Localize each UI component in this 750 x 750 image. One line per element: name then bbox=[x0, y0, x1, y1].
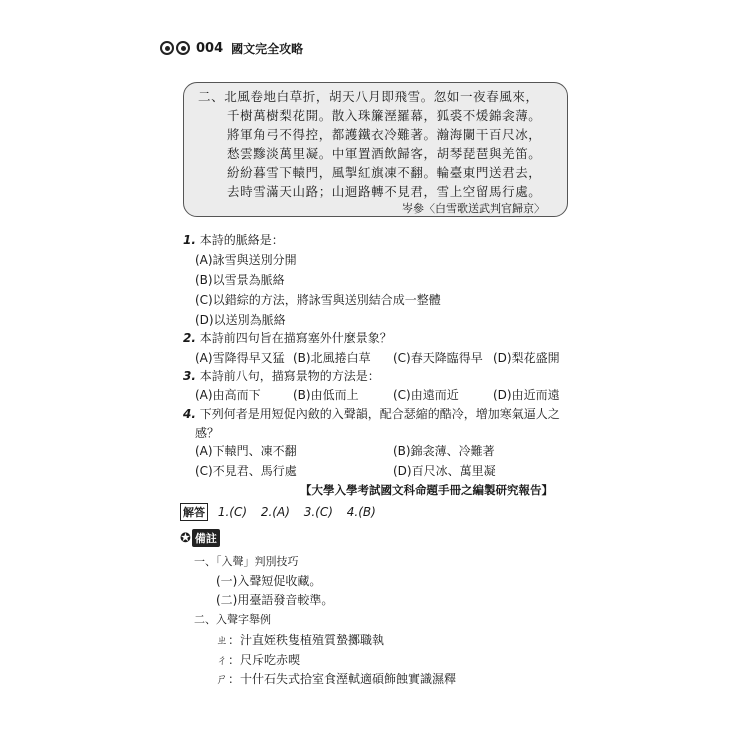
q1-option-a: (A)詠雪與送別分開 bbox=[195, 253, 297, 267]
poem-line: 紛紛暮雪下轅門，風掣紅旗凍不翻。輪臺東門送君去， bbox=[227, 165, 542, 180]
page-header bbox=[160, 36, 303, 60]
poem-line: 千樹萬樹梨花開。散入珠簾溼羅幕，狐裘不煖錦衾薄。 bbox=[227, 108, 542, 123]
q1-option-b: (B)以雪景為脈絡 bbox=[195, 273, 285, 287]
q4-option-a: (A)下轅門、凍不翻 bbox=[195, 444, 297, 458]
answer-row: 解答 1.(C) 2.(A) 3.(C) 4.(B) bbox=[180, 503, 376, 521]
poem-line: 將軍角弓不得控，都護鐵衣冷難著。瀚海闌干百尺冰， bbox=[227, 127, 542, 142]
question-2: 2. 本詩前四句旨在描寫塞外什麼景象？ bbox=[183, 331, 392, 345]
question-4-cont: 感？ bbox=[195, 426, 220, 440]
notes-item: ㄔ：尺斥吃赤喫 bbox=[216, 653, 301, 667]
notes-label: 備註 bbox=[192, 529, 220, 547]
q4-option-c: (C)不見君、馬行處 bbox=[195, 464, 297, 478]
notes-item: (一)入聲短促收藏。 bbox=[216, 574, 322, 588]
book-title: 國文完全攻略 bbox=[231, 41, 304, 56]
q2-option-b: (B)北風捲白草 bbox=[293, 351, 371, 365]
poem-line: 二、北風卷地白草折，胡天八月即飛雪。忽如一夜春風來， bbox=[198, 89, 539, 104]
question-3: 3. 本詩前八句，描寫景物的方法是： bbox=[183, 369, 380, 383]
q3-option-c: (C)由遠而近 bbox=[393, 388, 459, 402]
question-4: 4. 下列何者是用短促內斂的入聲韻，配合瑟縮的酷冷，增加寒氣逼人之 bbox=[183, 407, 560, 421]
q1-option-d: (D)以送別為脈絡 bbox=[195, 313, 286, 327]
star-icon: ✪ bbox=[180, 530, 191, 546]
q4-option-b: (B)錦衾薄、冷難著 bbox=[393, 444, 495, 458]
poem-line: 去時雪滿天山路；山迴路轉不見君，雪上空留馬行處。 bbox=[227, 184, 542, 199]
q3-option-a: (A)由高而下 bbox=[195, 388, 261, 402]
q4-option-d: (D)百尺冰、萬里凝 bbox=[393, 464, 496, 478]
notes-badge bbox=[180, 530, 220, 546]
eye-icon bbox=[160, 41, 174, 55]
poem-line: 愁雲黲淡萬里凝。中軍置酒飲歸客，胡琴琵琶與羌笛。 bbox=[227, 146, 542, 161]
question-1: 1. 本詩的脈絡是： bbox=[183, 233, 284, 247]
q2-option-d: (D)梨花盛開 bbox=[493, 351, 560, 365]
poem-source: 岑參〈白雪歌送武判官歸京〉 bbox=[402, 202, 545, 215]
q2-option-a: (A)雪降得早又猛 bbox=[195, 351, 285, 365]
citation: 【大學入學考試國文科命題手冊之編製研究報告】 bbox=[300, 483, 553, 497]
q3-option-b: (B)由低而上 bbox=[293, 388, 359, 402]
answer-label: 解答 bbox=[180, 503, 208, 521]
notes-section-2-title: 二、入聲字舉例 bbox=[194, 613, 271, 626]
q3-option-d: (D)由近而遠 bbox=[493, 388, 560, 402]
q1-option-c: (C)以錯綜的方法，將詠雪與送別結合成一整體 bbox=[195, 293, 441, 307]
eye-icon bbox=[176, 41, 190, 55]
notes-section-1-title: 一、「入聲」判別技巧 bbox=[194, 555, 299, 568]
notes-item: ㄓ：汁直姪秩隻植殖質蟄擲職執 bbox=[216, 633, 385, 647]
notes-item: (二)用臺語發音較準。 bbox=[216, 593, 334, 607]
page-number: 004 bbox=[196, 40, 224, 56]
q2-option-c: (C)春天降臨得早 bbox=[393, 351, 483, 365]
poem-box bbox=[183, 82, 568, 217]
notes-item: ㄕ：十什石失式拾室食溼軾適碩飾蝕實識濕釋 bbox=[216, 672, 457, 686]
